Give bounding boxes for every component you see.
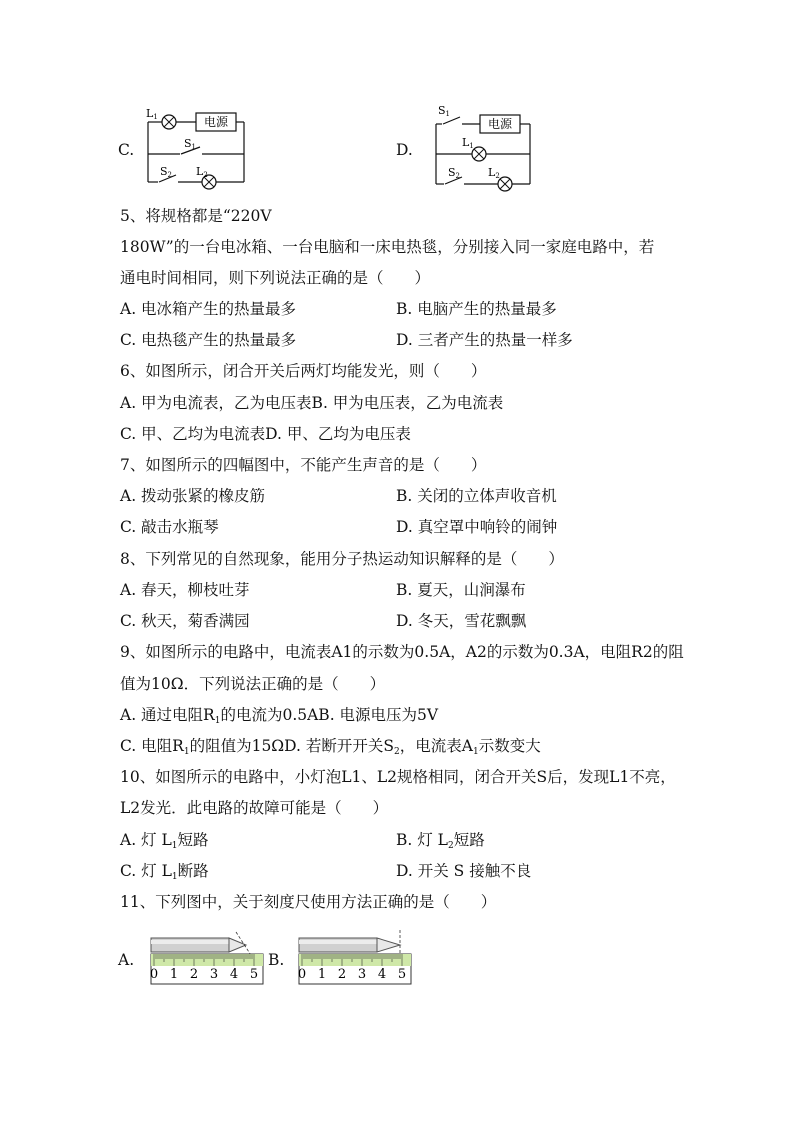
- lamp-l2-icon: [498, 177, 512, 191]
- lamp-l1-icon: [162, 115, 176, 129]
- q8-stem: 8、下列常见的自然现象，能用分子热运动知识解释的是（ ）: [120, 550, 564, 568]
- q6-options-cd: C. 甲、乙均为电流表D. 甲、乙均为电压表: [120, 425, 411, 443]
- q5-option-d: D. 三者产生的热量一样多: [396, 331, 573, 349]
- q5-stem-line1: 5、将规格都是“220V: [120, 207, 272, 225]
- ruler-tick-label: 2: [189, 967, 199, 982]
- q8-option-d: D. 冬天，雪花飘飘: [396, 612, 527, 630]
- ruler-figure-a: [148, 926, 266, 988]
- ruler-tick-label: 4: [377, 967, 387, 982]
- ruler-tick-label: 5: [249, 967, 259, 982]
- ruler-tick-label: 1: [169, 967, 179, 982]
- q7-option-d: D. 真空罩中响铃的闹钟: [396, 518, 558, 536]
- q5-stem-line3: 通电时间相同，则下列说法正确的是（ ）: [120, 269, 431, 287]
- q7-option-c: C. 敲击水瓶琴: [120, 518, 219, 536]
- q11-option-b-label: B.: [268, 951, 285, 969]
- q11-option-a-label: A.: [118, 951, 135, 969]
- l1-label: L1: [462, 136, 474, 150]
- lamp-l1-icon: [472, 147, 486, 161]
- q5-option-b: B. 电脑产生的热量最多: [396, 300, 557, 318]
- q7-option-b: B. 关闭的立体声收音机: [396, 487, 557, 505]
- q7-stem: 7、如图所示的四幅图中，不能产生声音的是（ ）: [120, 456, 487, 474]
- q8-option-c: C. 秋天，菊香满园: [120, 612, 250, 630]
- q10-stem-line1: 10、如图所示的电路中，小灯泡L1、L2规格相同，闭合开关S后，发现L1不亮，: [120, 768, 676, 786]
- l2-label: L2: [488, 166, 500, 180]
- q10-stem-line2: L2发光．此电路的故障可能是（ ）: [120, 799, 389, 817]
- q8-option-a: A. 春天，柳枝吐芽: [120, 581, 250, 599]
- s2-label: S2: [160, 165, 173, 179]
- q9-stem-line2: 值为10Ω．下列说法正确的是（ ）: [120, 675, 386, 693]
- ruler-tick-label: 2: [337, 967, 347, 982]
- q9-stem-line1: 9、如图所示的电路中，电流表A1的示数为0.5A，A2的示数为0.3A，电阻R2的阻: [120, 643, 684, 661]
- q10-option-b: B. 灯 $L_2$短路: [396, 831, 485, 851]
- ruler-tick-label: 4: [229, 967, 239, 982]
- circuit-diagram-c: [140, 104, 252, 190]
- ruler-tick-label: 3: [357, 967, 367, 982]
- ruler-tick-label: 0: [149, 967, 159, 982]
- q6-stem: 6、如图所示，闭合开关后两灯均能发光，则（ ）: [120, 362, 487, 380]
- q9-options-ab: A. 通过电阻$R_1$的电流为0.5AB. 电源电压为5V: [120, 706, 439, 726]
- option-d-label: D.: [396, 141, 413, 159]
- l2-label: L2: [196, 165, 208, 179]
- q11-stem: 11、下列图中，关于刻度尺使用方法正确的是（ ）: [120, 893, 497, 911]
- q6-options-ab: A. 甲为电流表，乙为电压表B. 甲为电压表，乙为电流表: [120, 394, 504, 412]
- power-label: 电源: [487, 117, 513, 131]
- q5-option-a: A. 电冰箱产生的热量最多: [120, 300, 297, 318]
- q9-options-cd: C. 电阻$R_1$的阻值为15ΩD. 若断开开关$S_2$，电流表$A_1$示数变大: [120, 737, 541, 757]
- power-label: 电源: [203, 115, 229, 129]
- q5-stem-line2: 180W”的一台电冰箱、一台电脑和一床电热毯，分别接入同一家庭电路中，若: [120, 238, 655, 256]
- s2-label: S2: [448, 166, 461, 180]
- q7-option-a: A. 拨动张紧的橡皮筋: [120, 487, 266, 505]
- ruler-tick-label: 1: [317, 967, 327, 982]
- q8-option-b: B. 夏天，山涧瀑布: [396, 581, 526, 599]
- ruler-tick-label: 0: [297, 967, 307, 982]
- s1-label: S1: [184, 137, 197, 151]
- q10-option-c: C. 灯 $L_1$断路: [120, 862, 209, 882]
- q10-option-a: A. 灯 $L_1$短路: [120, 831, 209, 851]
- ruler-tick-label: 3: [209, 967, 219, 982]
- option-c-label: C.: [118, 141, 135, 159]
- q5-option-c: C. 电热毯产生的热量最多: [120, 331, 297, 349]
- circuit-diagram-d: [428, 100, 538, 192]
- ruler-tick-label: 5: [397, 967, 407, 982]
- ruler-figure-b: [296, 926, 414, 988]
- l1-label: L1: [146, 107, 158, 121]
- q10-option-d: D. 开关 S 接触不良: [396, 862, 532, 880]
- s1-label: S1: [438, 104, 451, 118]
